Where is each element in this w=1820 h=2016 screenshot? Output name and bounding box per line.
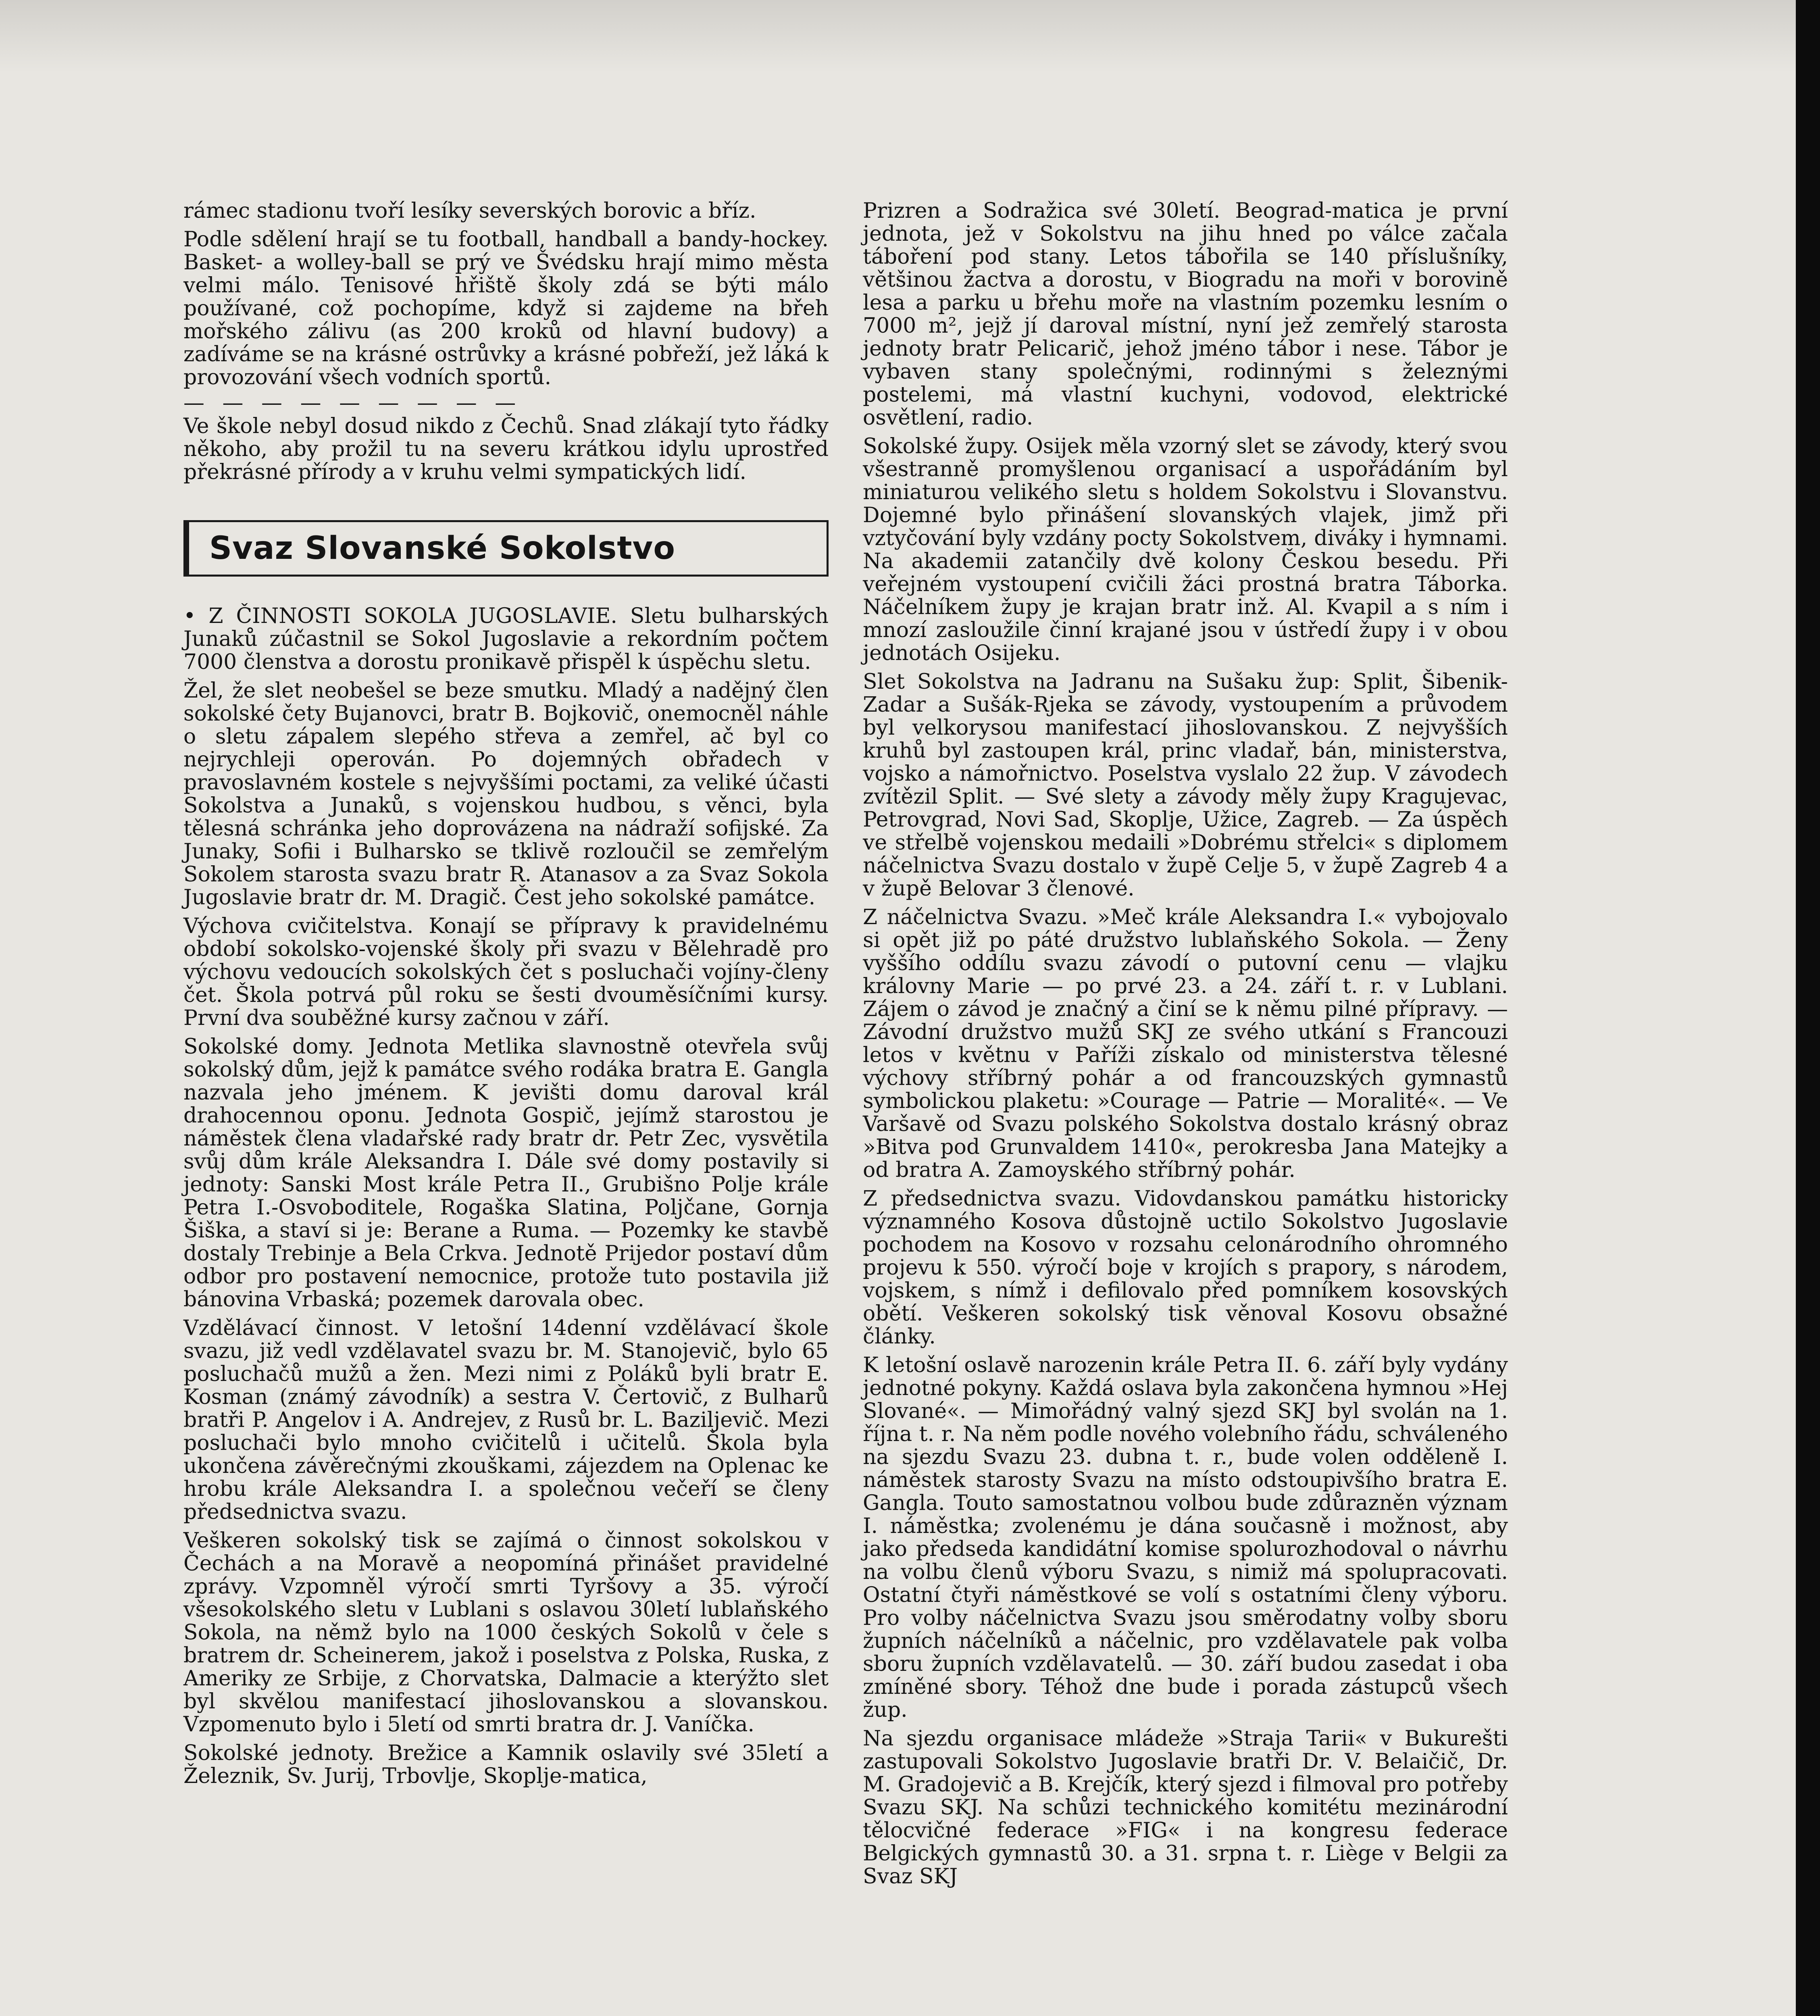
article-paragraph: Sokolské domy. Jednota Metlika slavnostně otevřela svůj sokolský dům, jejž k památce svého rodáka bratra E. Gangla nazvala jeho jménem. K jevišti domu daroval král drahocennou oponu. Jednota Gospič, jejímž starostou je náměstek člena vladařské rady bratr dr. Petr Zec, vysvětila svůj dům krále Aleksandra I. Dále své domy postavily si jednoty: Sanski Most krále Petra II., Grubišno Polje krále Petra I.-Osvoboditele, Rogaška Slatina, Poljčane, Gornja Šiška, a staví si je: Berane a Ruma. — Pozemky ke stavbě dostaly Trebinje a Bela Crkva. Jednotě Prijedor postaví dům odbor pro postavení nemocnice, protože tuto postavila již bánovina Vrbaská; pozemek darovala obec. xyxy=(183,1035,829,1312)
article-paragraph: Prizren a Sodražica své 30letí. Beograd-matica je první jednota, jež v Sokolstvu na jihu hned po válce začala táboření pod stany. Letos tábořila se 140 příslušníky, většinou žactva a dorostu, v Biogradu na moři v borovině lesa a parku u břehu moře na vlastním pozemku lesním o 7000 m², jejž jí daroval místní, nyní jež zemřelý starosta jednoty bratr Pelicarič, jehož jméno tábor i nese. Tábor je vybaven stany společnými, rodinnými s železnými postelemi, má vlastní kuchyni, vodovod, elektrické osvětlení, radio. xyxy=(863,199,1508,430)
article-paragraph: Slet Sokolstva na Jadranu na Sušaku žup: Split, Šibenik-Zadar a Sušák-Rjeka se závody, vystoupením a průvodem byl velkorysou manifestací jihoslovanskou. Z nejvyšších kruhů byl zastoupen král, princ vladař, bán, ministerstva, vojsko a námořnictvo. Poselstva vyslalo 22 žup. V závodech zvítězil Split. — Své slety a závody měly župy Kragujevac, Petrovgrad, Novi Sad, Skoplje, Užice, Zagreb. — Za úspěch ve střelbě vojenskou medaili »Dobrému střelci« s diplomem náčelnictva Svazu dostalo v župě Celje 5, v župě Zagreb 4 a v župě Belovar 3 členové. xyxy=(863,670,1508,901)
section-heading-box xyxy=(183,520,829,577)
article-paragraph: Z předsednictva svazu. Vidovdanskou památku historicky významného Kosova důstojně uctilo Sokolstvo Jugoslavie pochodem na Kosovo v rozsahu celonárodního ohromného projevu k 550. výročí boje v krojích s prapory, s národem, vojskem, s nímž i defilovalo před pomníkem kosovských obětí. Veškeren sokolský tisk věnoval Kosovu obsažné články. xyxy=(863,1187,1508,1349)
article-paragraph: Vzdělávací činnost. V letošní 14denní vzdělávací škole svazu, již vedl vzdělavatel svazu br. M. Stanojevič, bylo 65 posluchačů mužů a žen. Mezi nimi z Poláků byli bratr E. Kosman (známý závodník) a sestra V. Čertovič, z Bulharů bratři P. Angelov i A. Andrejev, z Rusů br. L. Baziljevič. Mezi posluchači bylo mnoho cvičitelů i učitelů. Škola byla ukončena závěrečnými zkouškami, zájezdem na Oplenac ke hrobu krále Aleksandra I. a společnou večeří se členy předsednictva svazu. xyxy=(183,1316,829,1524)
intro-paragraph: rámec stadionu tvoří lesíky severských borovic a bříz. xyxy=(183,199,756,223)
section-separator: — — — — — — — — — xyxy=(183,391,522,415)
article-paragraph: Výchova cvičitelstva. Konají se přípravy k pravidelnému období sokolsko-vojenské školy při svazu v Bělehradě pro výchovu vedoucích sokolských čet s posluchači vojíny-členy čet. Škola potrvá půl roku se šesti dvouměsíčními kursy. První dva souběžné kursy začnou v září. xyxy=(183,914,829,1030)
left-column xyxy=(183,200,829,1793)
scan-shadow xyxy=(0,0,1796,73)
intro-paragraph: Podle sdělení hrají se tu football, handball a bandy-hockey. Basket- a wolley-ball se prý ve Švédsku hrají mimo města velmi málo. Tenisové hřiště školy zdá se býti málo používané, což pochopíme, když si zajdeme na břeh mořského zálivu (as 200 kroků od hlavní budovy) a zadíváme se na krásné ostrůvky a krásné pobřeží, jež láká k provozování všech vodních sportů. xyxy=(183,227,829,389)
right-column xyxy=(863,200,1508,1894)
section-heading: Svaz Slovanské Sokolstvo xyxy=(209,530,675,566)
scan-border-right xyxy=(1796,0,1820,2016)
article-paragraph: Z náčelnictva Svazu. »Meč krále Aleksandra I.« vybojovalo si opět již po páté družstvo lublaňského Sokola. — Ženy vyššího oddílu svazu závodí o putovní cenu — vlajku královny Marie — po prvé 23. a 24. září t. r. v Lublani. Zájem o závod je značný a činí se k němu pilné přípravy. — Závodní družstvo mužů SKJ ze svého utkání s Francouzi letos v květnu v Paříži získalo od ministerstva tělesné výchovy stříbrný pohár a od francouzských gymnastů symbolickou plaketu: »Courage — Patrie — Moralité«. — Ve Varšavě od Svazu polského Sokolstva dostalo krásný obraz »Bitva pod Grunvaldem 1410«, perokresba Jana Matejky a od bratra A. Zamoyského stříbrný pohár. xyxy=(863,905,1508,1182)
article-paragraph: Na sjezdu organisace mládeže »Straja Tarii« v Bukurešti zastupovali Sokolstvo Jugoslavie bratři Dr. V. Belaičič, Dr. M. Gradojevič a B. Krejčík, který sjezd i filmoval pro potřeby Svazu SKJ. Na schůzi technického komitétu mezinárodní tělocvičné federace »FIG« i na kongresu federace Belgických gymnastů 30. a 31. srpna t. r. Liège v Belgii za Svaz SKJ xyxy=(863,1727,1508,1889)
article-paragraph: Veškeren sokolský tisk se zajímá o činnost sokolskou v Čechách a na Moravě a neopomíná přinášet pravidelné zprávy. Vzpomněl výročí smrti Tyršovy a 35. výročí všesokolského sletu v Lublani s oslavou 30letí lublaňského Sokola, na němž bylo na 1000 českých Sokolů v čele s bratrem dr. Scheinerem, jakož i poselstva z Polska, Ruska, z Ameriky ze Srbije, z Chorvatska, Dalmacie a kterýžto slet byl skvělou manifestací jihoslovanskou a slovanskou. Vzpomenuto bylo i 5letí od smrti bratra dr. J. Vaníčka. xyxy=(183,1529,829,1737)
closing-paragraph: Ve škole nebyl dosud nikdo z Čechů. Snad zlákají tyto řádky někoho, aby prožil tu na severu krátkou idylu uprostřed překrásné přírody a v kruhu velmi sympatických lidí. xyxy=(183,414,829,484)
article-paragraph: Sokolské jednoty. Brežice a Kamnik oslavily své 35letí a Železnik, Sv. Jurij, Trbovlje, Skoplje-matica, xyxy=(183,1741,829,1788)
article-paragraph: Žel, že slet neobešel se beze smutku. Mladý a nadějný člen sokolské čety Bujanovci, bratr B. Bojkovič, onemocněl náhle o sletu zápalem slepého střeva a zemřel, ač byl co nejrychleji operován. Po dojemných obřadech v pravoslavném kostele s nejvyššími poctami, za veliké účasti Sokolstva a Junaků, s vojenskou hudbou, s věnci, byla tělesná schránka jeho doprovázena na nádraží sofijské. Za Junaky, Sofii i Bulharsko se tklivě rozloučil se zemřelým Sokolem starosta svazu bratr R. Atanasov a za Svaz Sokola Jugoslavie bratr dr. M. Dragič. Čest jeho sokolské památce. xyxy=(183,679,829,910)
article-paragraph: Sokolské župy. Osijek měla vzorný slet se závody, který svou všestranně promyšlenou organisací a uspořádáním byl miniaturou velikého sletu s holdem Sokolstvu i Slovanstvu. Dojemné bylo přinášení slovanských vlajek, jimž při vztyčování byly vzdány pocty Sokolstvem, diváky i hymnami. Na akademii zatančily dvě kolony Českou besedu. Při veřejném vystoupení cvičili žáci prostná bratra Táborka. Náčelníkem župy je krajan bratr inž. Al. Kvapil a s ním i mnozí zasloužile činní krajané jsou v ústředí župy i v obou jednotách Osijeku. xyxy=(863,434,1508,665)
article-paragraph: • Z ČINNOSTI SOKOLA JUGOSLAVIE. Sletu bulharských Junaků zúčastnil se Sokol Jugoslavie a rekordním počtem 7000 členstva a dorostu pronikavě přispěl k úspěchu sletu. xyxy=(183,604,829,674)
article-paragraph: K letošní oslavě narozenin krále Petra II. 6. září byly vydány jednotné pokyny. Každá oslava byla zakončena hymnou »Hej Slované«. — Mimořádný valný sjezd SKJ byl svolán na 1. října t. r. Na něm podle nového volebního řádu, schváleného na sjezdu Svazu 23. dubna t. r., bude volen odděleně I. náměstek starosty Svazu na místo odstoupivšího bratra E. Gangla. Touto samostatnou volbou bude zdůrazněn význam I. náměstka; zvolenému je dána současně i možnost, aby jako předseda kandidátní komise spolurozhodoval o návrhu na volbu členů výboru Svazu, s nimiž má spolupracovati. Ostatní čtyři náměstkové se volí s ostatními členy výboru. Pro volby náčelnictva Svazu jsou směrodatny volby sboru župních náčelníků a náčelnic, pro vzdělavatele pak volba sboru župních vzdělavatelů. — 30. září budou zasedat i oba zmíněné sbory. Téhož dne bude i porada zástupců všech žup. xyxy=(863,1353,1508,1722)
